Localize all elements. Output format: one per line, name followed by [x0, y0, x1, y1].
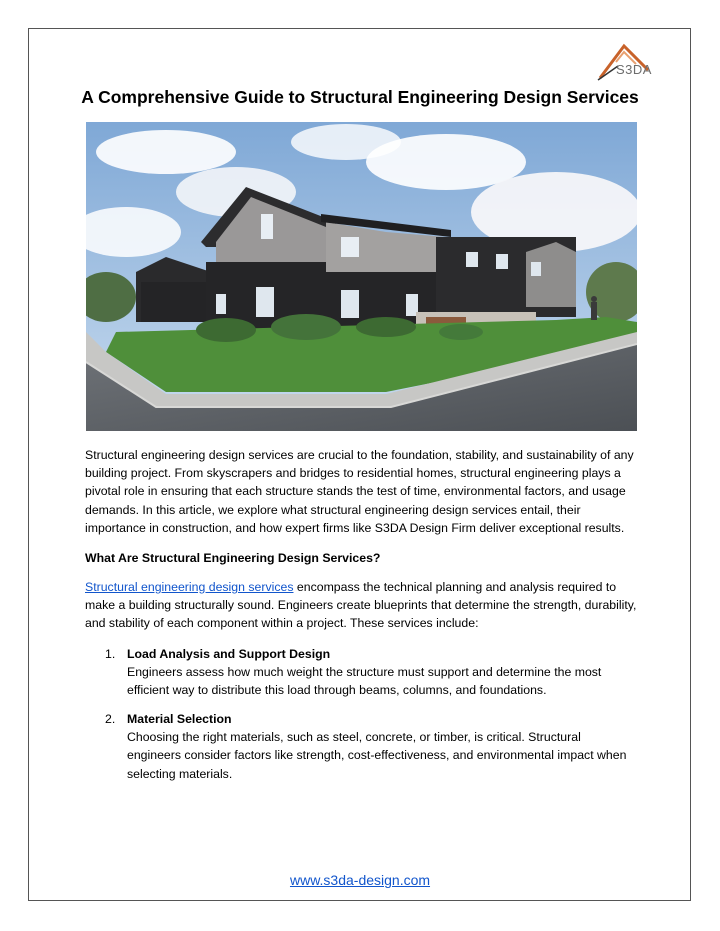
website-link[interactable]: www.s3da-design.com [289, 872, 431, 888]
list-number: 1. [105, 647, 116, 661]
page-title: A Comprehensive Guide to Structural Engineering Design Services [81, 87, 639, 107]
list-item-body: Engineers assess how much weight the structure must support and determine the most efficient way to distribute this load through beams, columns, and foundations. [127, 665, 602, 698]
list-item [85, 645, 638, 700]
section-paragraph-text: encompass the technical planning and analysis required to make a building structurally sound. Engineers create blueprints that determine the strength, durability, and stability of each component within a project. These services include: [85, 580, 637, 631]
hero-building-image [86, 122, 637, 431]
logo-text: S3DA [616, 62, 652, 77]
list-item-body: Choosing the right materials, such as steel, concrete, or timber, is critical. Structural engineers consider factors like strength, cost-effectiveness, and environmental impact when selecting materials. [127, 730, 627, 781]
intro-paragraph: Structural engineering design services are crucial to the foundation, stability, and sustainability of any building project. From skyscrapers and bridges to residential homes, structural engineering plays a pivotal role in ensuring that each structure stands the test of time, environmental factors, and usage demands. In this article, we explore what structural engineering design services entail, their importance in construction, and how expert firms like S3DA Design Firm deliver exceptional results. [85, 448, 634, 535]
list-number: 2. [105, 712, 116, 726]
list-item-title: Load Analysis and Support Design [127, 647, 331, 661]
list-item-title: Material Selection [127, 712, 232, 726]
section-heading: What Are Structural Engineering Design Services? [85, 551, 381, 565]
structural-engineering-link[interactable]: Structural engineering design services [85, 580, 294, 594]
section-paragraph [85, 578, 638, 633]
list-item [85, 710, 638, 783]
